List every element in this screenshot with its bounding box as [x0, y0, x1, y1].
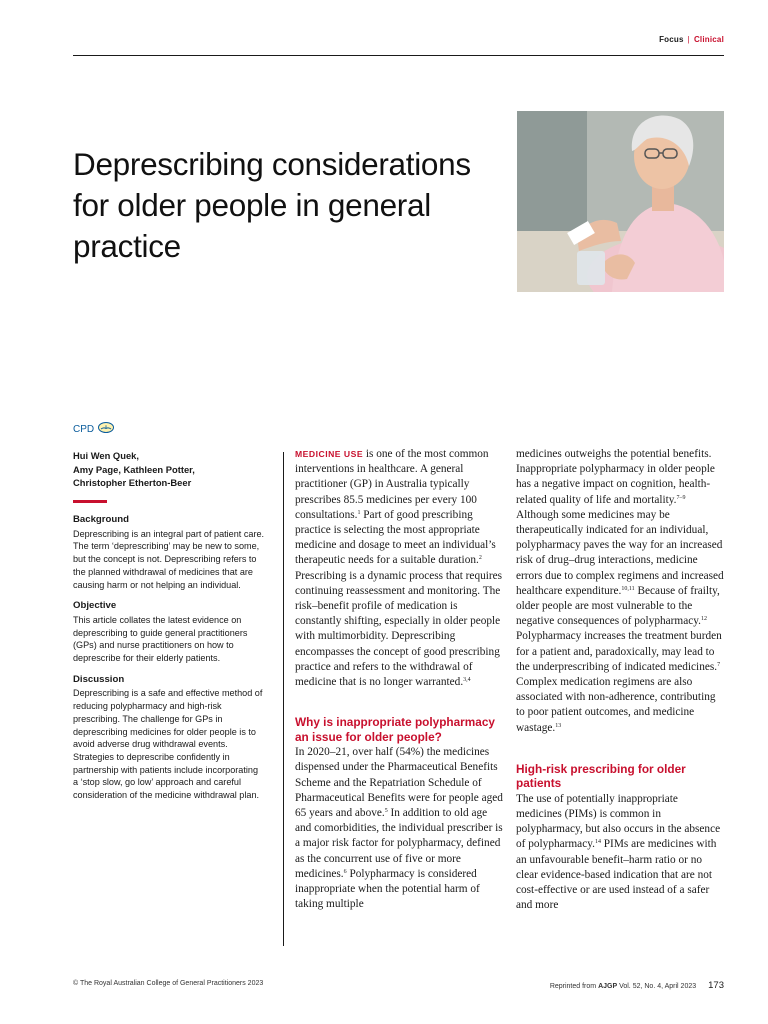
text-run: In 2020–21, over half (54%) the medicines dispensed under the Pharmaceutical Benefits Scheme and the Repatriation Schedule of Pharmaceutical Benefits were for people aged 65 years and above.: [295, 746, 503, 820]
text-run: Complex medication regimens are also associated with non-adherence, contributing to poor patient outcomes, and medicine wastage.: [516, 676, 716, 734]
author-line: Christopher Etherton-Beer: [73, 477, 192, 488]
page-number: 173: [708, 980, 724, 991]
photo-illustration: [517, 111, 724, 292]
text-run: medicines outweighs the potential benefits. Inappropriate polypharmacy in older people has a negative impact on cognition, health-related quality of life and mortality.: [516, 448, 715, 506]
author-line: Amy Page, Kathleen Potter,: [73, 463, 195, 475]
top-rule: [73, 55, 724, 56]
objective-heading: Objective: [73, 600, 117, 612]
footer-citation: [550, 980, 724, 991]
citation: 14: [594, 839, 601, 846]
text-run: In addition to old age and comorbidities, the individual prescriber is a major risk factor for polypharmacy, defined as the concurrent use of five or more medicines.: [295, 807, 503, 880]
body-column-1: [295, 447, 505, 912]
high-risk-paragraph: [516, 792, 726, 914]
text-run: Although some medicines may be therapeutically indicated for an individual, polypharmacy paves the way for an increased risk of drug–drug interactions, medicine errors due to complex regimens and increased healthcare expenditure.: [516, 508, 724, 597]
copyright: © The Royal Australian College of General Practitioners 2023: [73, 980, 264, 987]
discussion-text: Deprescribing is a safe and effective method of reducing polypharmacy and high-risk prescribing. The challenge for GPs in deprescribing medicines for older people is to avoid adverse drug withdrawal events. Strategies to deprescribe confidently in partnership with patients include incorporating a ‘stop slow, go low’ approach and careful consideration of the medicine withdrawal plan.: [73, 688, 263, 801]
author-list: [73, 449, 263, 490]
citation: 10,11: [621, 585, 635, 592]
text-run: The use of potentially inappropriate medicines (PIMs) is common in polypharmacy, but also occurs in the absence of polypharmacy.: [516, 792, 721, 851]
body-column-2: [516, 447, 726, 913]
issue-info: Vol. 52, No. 4, April 2023: [619, 983, 697, 990]
text-run: is one of the most common interventions in healthcare. A general practitioner (GP) in Australia typically prescribes 85.5 medicines per every 100 consultations.: [295, 448, 489, 521]
citation: 7: [717, 661, 721, 668]
citation: 5: [384, 808, 388, 815]
cpd-badge: [73, 422, 114, 436]
abstract: [73, 514, 265, 811]
text-run: Polypharmacy is considered inappropriate when the potential harm of taking multiple: [295, 867, 480, 911]
open-book-icon: [98, 422, 114, 436]
citation: 6: [343, 868, 347, 875]
abstract-background: [73, 514, 265, 591]
column-divider: [283, 452, 284, 946]
abstract-discussion: [73, 674, 265, 802]
text-run: Polypharmacy increases the treatment burden for a patient and, paradoxically, may lead to the underprescribing of indicated medicines.: [516, 630, 722, 673]
category-label: Clinical: [693, 35, 724, 44]
background-heading: Background: [73, 514, 129, 525]
objective-text: This article collates the latest evidence on deprescribing to guide general practitioners (GPs) and nurse practitioners on how to deprescribe for their elderly patients.: [73, 614, 248, 664]
citation: 13: [555, 722, 562, 729]
section-separator: |: [687, 35, 690, 44]
reprint-info: [550, 983, 696, 990]
discussion-heading: Discussion: [73, 673, 125, 685]
section-label: Focus: [659, 35, 684, 44]
citation: 2: [478, 555, 482, 562]
article-photo: [517, 111, 724, 292]
text-run: Part of good prescribing practice is selecting the most appropriate medicine and dosage to meet an individual’s therapeutic needs for a suitable duration.: [295, 508, 496, 567]
open-book-svg: [98, 422, 114, 433]
citation: 7–9: [676, 494, 686, 501]
cpd-label: CPD: [73, 423, 95, 435]
citation: 3,4: [463, 677, 471, 684]
continued-paragraph: [516, 447, 726, 736]
section-kicker: MEDICINE USE: [295, 449, 364, 459]
polypharmacy-paragraph: [295, 745, 505, 912]
text-run: Because of frailty, older people are most vulnerable to the negative consequences of polypharmacy.: [516, 584, 720, 628]
citation: 1: [357, 509, 361, 516]
author-divider: [73, 500, 107, 503]
author-line: Hui Wen Quek,: [73, 450, 139, 461]
article-title: Deprescribing considerations for older people in general practice: [73, 146, 471, 265]
abstract-objective: [73, 600, 265, 665]
text-run: Prescribing is a dynamic process that requires continuing reassessment and monitoring. The risk–benefit profile of medication is constantly shifting, especially in older people with multimorbidity. Deprescribing encompasses the concept of good prescribing practice and refers to the withdrawal of medicine that is no longer warranted.: [295, 569, 503, 689]
reprint-label: Reprinted from: [549, 983, 597, 990]
subheading-high-risk: High-risk prescribing for older patients: [516, 761, 686, 791]
background-text: Deprescribing is an integral part of patient care. The term ‘deprescribing’ may be new to some, but the concept is not. Deprescribing refers to the planned withdrawal of medicines that are causing harm or not helping an individual.: [73, 528, 265, 590]
subheading-polypharmacy: Why is inappropriate polypharmacy an issue for older people?: [295, 715, 495, 744]
text-run: PIMs are medicines with an unfavourable benefit–harm ratio or no clear evidence-based indication that are not cost-effective or are used instead of a safer and more: [516, 838, 717, 912]
journal-name: AJGP: [598, 983, 618, 990]
section-tag: [659, 35, 724, 44]
intro-paragraph: [295, 447, 505, 690]
citation: 12: [700, 616, 707, 623]
